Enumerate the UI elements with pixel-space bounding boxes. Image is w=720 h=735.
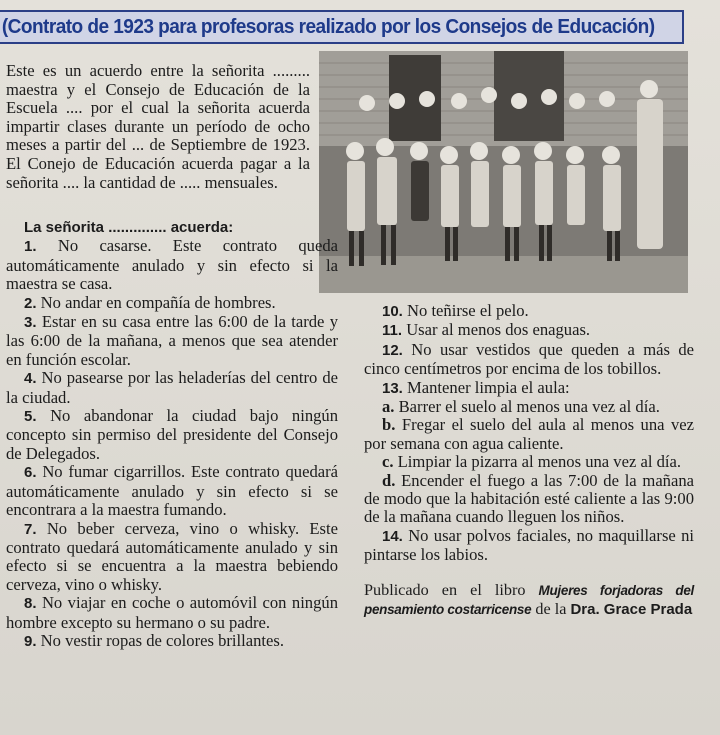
list-item: 2. No andar en compañía de hombres. [24, 292, 276, 312]
list-item: 5. No abandonar la ciudad bajo ningún concepto sin permiso del presidente del Consejo de Delegados. [6, 406, 339, 463]
list-item: 1. No casarse. Este contrato queda automáticamente anulado y sin efecto si la maestra se casa. [6, 236, 338, 294]
sub-item: d. Encender el fuego a las 7:00 de la mañana de modo que la habitación esté caliente a las 9:00 de la mañana cuando lleguen los niños. [364, 470, 695, 527]
agrees-heading: La señorita .............. acuerda: [24, 219, 234, 236]
intro-paragraph: Este es un acuerdo entre la señorita ......... maestra y el Consejo de Educación de la Escuela .... por el cual la señorita acuerda impartir clases durante un período de ocho meses a partir del ... de Septiembre de 1923. El Conejo de Educación acuerda pagar a la señorita .... la cantidad de ..... mensuales. [6, 61, 310, 192]
sub-item: a. Barrer el suelo al menos una vez al día. [382, 397, 660, 417]
list-item: 14. No usar polvos faciales, no maquillarse ni pintarse los labios. [364, 525, 695, 565]
book-title: Mujeres forjadoras del pensamiento costarricense [364, 582, 695, 618]
list-item: 10. No teñirse el pelo. [382, 301, 529, 320]
list-item: 6. No fumar cigarrillos. Este contrato quedará automáticamente anulado y sin efecto si se encontrara a la maestra fumando. [6, 462, 339, 520]
class-photo [319, 51, 688, 293]
list-item: 12. No usar vestidos que queden a más de cinco centímetros por encima de los tobillos. [364, 339, 694, 379]
sub-item: c. Limpiar la pizarra al menos una vez al día. [382, 452, 682, 472]
list-item: 8. No viajar en coche o automóvil con ningún hombre excepto su hermano o su padre. [6, 593, 338, 632]
list-item: 9. No vestir ropas de colores brillantes. [24, 630, 284, 650]
list-item: 13. Mantener limpia el aula: [382, 377, 570, 397]
left-column [6, 218, 338, 651]
credit-line: Publicado en el libro Mujeres forjadoras del pensamiento costarricense de la Dra. Grace Prada [364, 580, 695, 619]
list-item: 4. No pasearse por las heladerías del centro de la ciudad. [6, 368, 338, 407]
list-item: 7. No beber cerveza, vino o whisky. Este contrato quedará automáticamente anulado y sin efecto si se encuentra a la maestra bebiendo cerveza, vino o whisky. [6, 518, 338, 594]
list-item: 11. Usar al menos dos enaguas. [382, 320, 591, 340]
headline-box [0, 10, 684, 44]
class-photo-illustration [319, 51, 688, 293]
sub-item: b. Fregar el suelo del aula al menos una vez por semana con agua caliente. [364, 415, 694, 453]
list-item: 3. Estar en su casa entre las 6:00 de la tarde y las 6:00 de la mañana, a menos que sea atender en función escolar. [6, 312, 338, 369]
right-column [364, 302, 694, 620]
author-name: Dra. Grace Prada [570, 601, 693, 619]
headline: (Contrato de 1923 para profesoras realizado por los Consejos de Educación) [1, 15, 655, 38]
